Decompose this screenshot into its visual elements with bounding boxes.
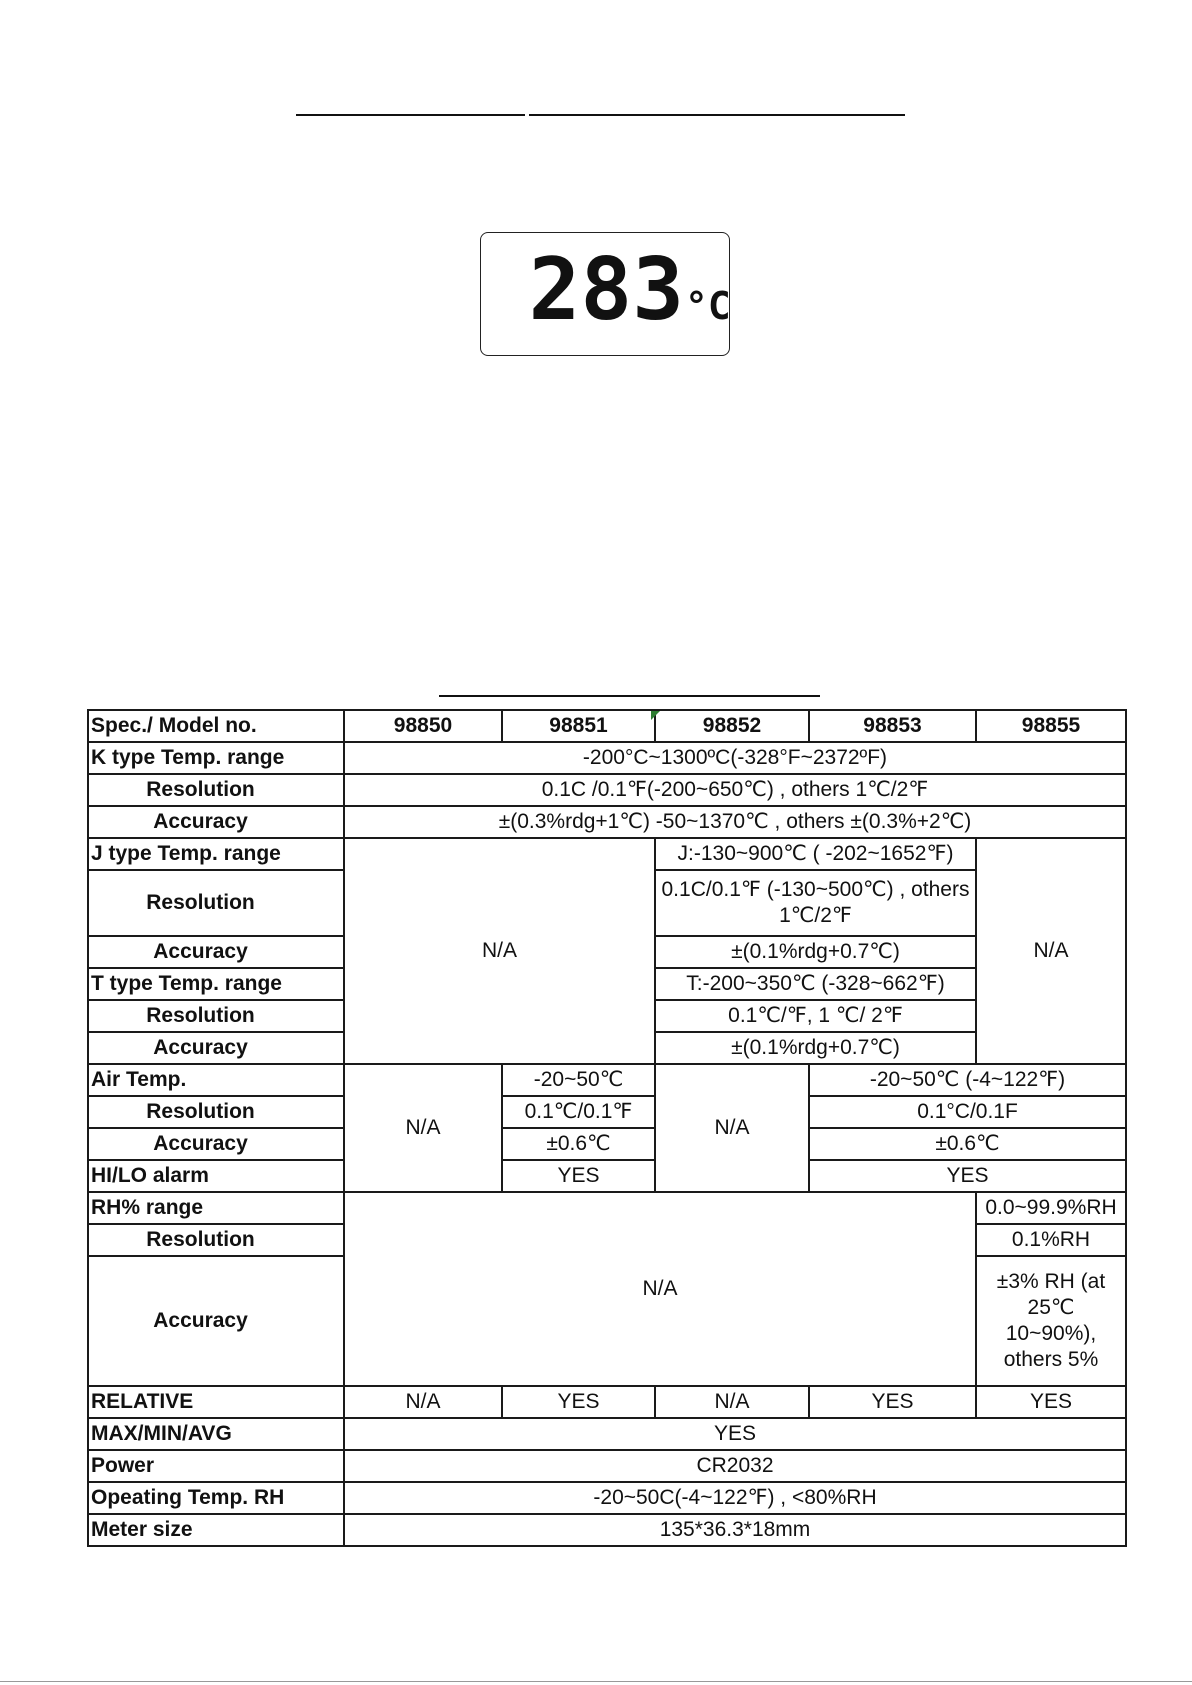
row-label: Resolution (88, 1224, 344, 1256)
header-row (88, 710, 1126, 742)
relative-98851: YES (502, 1386, 655, 1418)
alarm-row (88, 1160, 1126, 1192)
air-temp-98853-98855: -20~50℃ (-4~122℉) (809, 1064, 1126, 1096)
power-value: CR2032 (344, 1450, 1126, 1482)
rh-resolution-98855: 0.1%RH (976, 1224, 1126, 1256)
operating-row (88, 1482, 1126, 1514)
t-accuracy-value: ±(0.1%rdg+0.7℃) (655, 1032, 976, 1064)
row-label: Opeating Temp. RH (88, 1482, 344, 1514)
model-98853: 98853 (809, 710, 976, 742)
spec-table (87, 709, 1127, 1547)
j-resolution-value: 0.1C/0.1℉ (-130~500℃) , others 1℃/2℉ (655, 870, 976, 936)
air-temp-row (88, 1064, 1126, 1096)
air-resolution-row (88, 1096, 1126, 1128)
size-row (88, 1514, 1126, 1546)
lcd-reading: 283 (528, 240, 684, 340)
header-label: Spec./ Model no. (88, 710, 344, 742)
t-resolution-value: 0.1℃/℉, 1 ℃/ 2℉ (655, 1000, 976, 1032)
t-range-value: T:-200~350℃ (-328~662℉) (655, 968, 976, 1000)
na-cell: N/A (344, 838, 655, 1064)
relative-98850: N/A (344, 1386, 502, 1418)
model-98852: 98852 (655, 710, 809, 742)
k-accuracy-row (88, 806, 1126, 838)
na-cell: N/A (655, 1064, 809, 1192)
title-underline-right (529, 114, 905, 116)
rh-accuracy-98855: ±3% RH (at 25℃ 10~90%), others 5% (976, 1256, 1126, 1386)
na-cell: N/A (344, 1192, 976, 1386)
relative-98853: YES (809, 1386, 976, 1418)
row-label: Accuracy (88, 1128, 344, 1160)
row-label: HI/LO alarm (88, 1160, 344, 1192)
air-resolution-98851: 0.1℃/0.1℉ (502, 1096, 655, 1128)
k-resolution-value: 0.1C /0.1℉(-200~650℃) , others 1℃/2℉ (344, 774, 1126, 806)
row-label: J type Temp. range (88, 838, 344, 870)
row-label: Accuracy (88, 1256, 344, 1386)
lcd-readout (481, 233, 731, 357)
row-label: Accuracy (88, 1032, 344, 1064)
na-cell: N/A (976, 838, 1126, 1064)
relative-row (88, 1386, 1126, 1418)
row-label: Power (88, 1450, 344, 1482)
k-range-row (88, 742, 1126, 774)
lcd-display (480, 232, 730, 356)
model-98850: 98850 (344, 710, 502, 742)
maxmin-row (88, 1418, 1126, 1450)
power-row (88, 1450, 1126, 1482)
row-label: Accuracy (88, 936, 344, 968)
j-range-value: J:-130~900℃ ( -202~1652℉) (655, 838, 976, 870)
page-bottom-line (0, 1681, 1192, 1682)
row-label: Meter size (88, 1514, 344, 1546)
table-title-underline (439, 695, 820, 697)
rh-range-98855: 0.0~99.9%RH (976, 1192, 1126, 1224)
k-accuracy-value: ±(0.3%rdg+1℃) -50~1370℃ , others ±(0.3%+2℃) (344, 806, 1126, 838)
row-label: RH% range (88, 1192, 344, 1224)
j-accuracy-value: ±(0.1%rdg+0.7℃) (655, 936, 976, 968)
row-label: RELATIVE (88, 1386, 344, 1418)
relative-98852: N/A (655, 1386, 809, 1418)
operating-value: -20~50C(-4~122℉) , <80%RH (344, 1482, 1126, 1514)
row-label: T type Temp. range (88, 968, 344, 1000)
row-label: Resolution (88, 870, 344, 936)
model-98855: 98855 (976, 710, 1126, 742)
comment-marker (651, 711, 660, 720)
size-value: 135*36.3*18mm (344, 1514, 1126, 1546)
rh-range-row (88, 1192, 1126, 1224)
row-label: Resolution (88, 774, 344, 806)
na-cell: N/A (344, 1064, 502, 1192)
row-label: MAX/MIN/AVG (88, 1418, 344, 1450)
maxmin-value: YES (344, 1418, 1126, 1450)
row-label: Accuracy (88, 806, 344, 838)
air-accuracy-98853-98855: ±0.6℃ (809, 1128, 1126, 1160)
alarm-98853-98855: YES (809, 1160, 1126, 1192)
air-resolution-98853-98855: 0.1°C/0.1F (809, 1096, 1126, 1128)
j-range-row (88, 838, 1126, 870)
relative-98855: YES (976, 1386, 1126, 1418)
lcd-unit: °C (685, 284, 731, 328)
air-accuracy-row (88, 1128, 1126, 1160)
row-label: Resolution (88, 1096, 344, 1128)
row-label: K type Temp. range (88, 742, 344, 774)
k-resolution-row (88, 774, 1126, 806)
k-range-value: -200°C~1300ºC(-328°F~2372ºF) (344, 742, 1126, 774)
alarm-98851: YES (502, 1160, 655, 1192)
model-98851: 98851 (502, 710, 655, 742)
row-label: Resolution (88, 1000, 344, 1032)
row-label: Air Temp. (88, 1064, 344, 1096)
air-accuracy-98851: ±0.6℃ (502, 1128, 655, 1160)
air-temp-98851: -20~50℃ (502, 1064, 655, 1096)
title-underline-left (296, 114, 525, 116)
